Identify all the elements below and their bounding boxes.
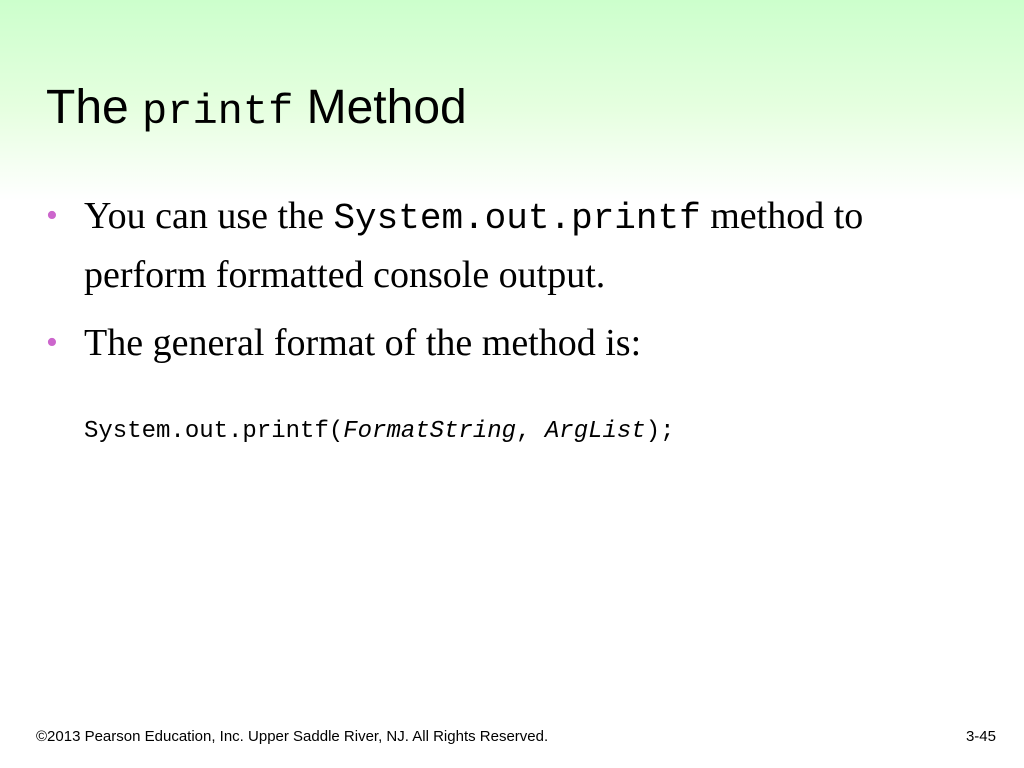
- slide-title-prefix: The: [46, 81, 143, 134]
- bullet-text: The general format of the method is:: [84, 322, 642, 364]
- bullet-code-system-out-printf: System.out.printf: [333, 198, 701, 239]
- bullet-item-general-format: [46, 315, 986, 371]
- slide-title-suffix: Method: [293, 81, 467, 134]
- bullet-text-before: You can use the: [84, 195, 334, 237]
- slide-title: [46, 78, 467, 142]
- code-example: [84, 416, 675, 448]
- bullet-list: [46, 188, 986, 383]
- slide-title-code: printf: [142, 88, 294, 136]
- footer-page-number: 3-45: [965, 728, 996, 745]
- bullet-marker-icon: •: [46, 197, 58, 234]
- code-arg-format-string: FormatString: [343, 418, 517, 445]
- code-suffix: );: [645, 418, 675, 445]
- code-arg-list: ArgList: [544, 418, 646, 445]
- bullet-marker-icon: •: [46, 324, 58, 361]
- bullet-text-after: method to perform formatted console output.: [84, 195, 864, 296]
- bullet-item-printf-usage: [46, 188, 986, 303]
- code-separator: ,: [516, 418, 545, 445]
- footer-copyright: ©2013 Pearson Education, Inc. Upper Saddle River, NJ. All Rights Reserved.: [36, 728, 549, 745]
- code-prefix: System.out.printf(: [84, 418, 344, 445]
